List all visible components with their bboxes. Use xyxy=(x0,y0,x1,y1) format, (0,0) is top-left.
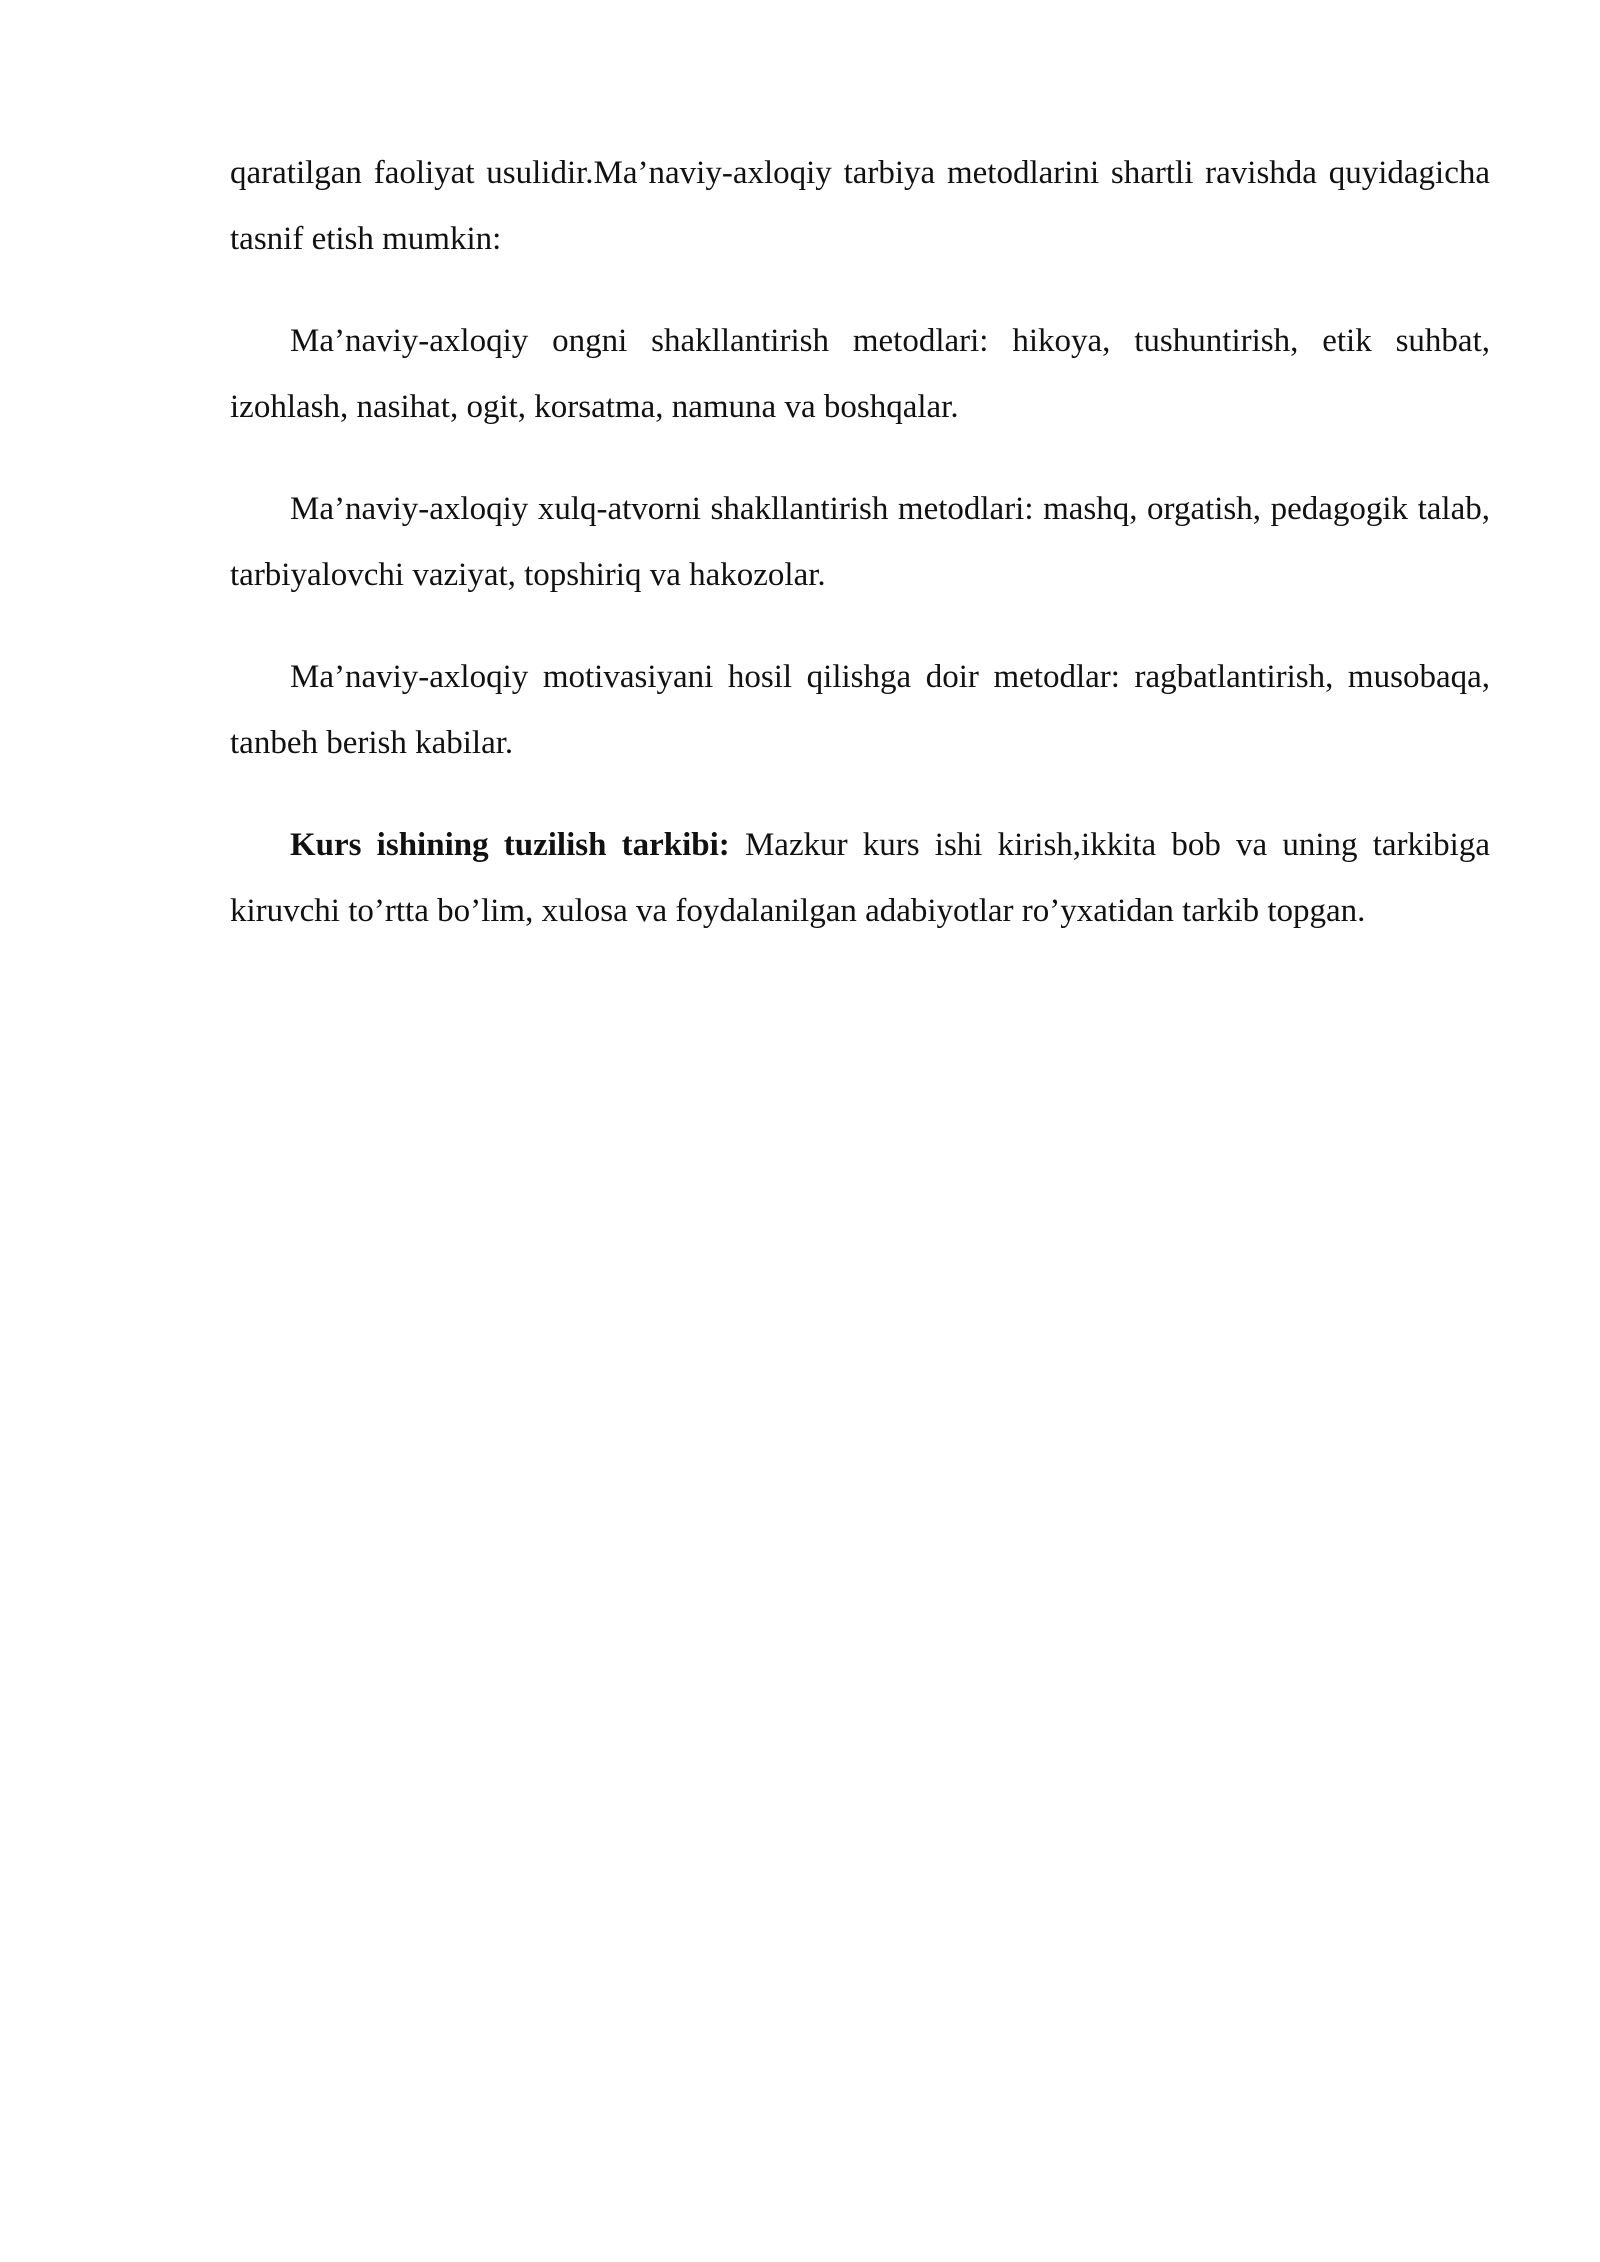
paragraph-bold-lead: Kurs ishining tuzilish tarkibi: xyxy=(290,827,730,863)
paragraph-text: Mazkur kurs ishi kirish,ikkita bob va uning tarkibiga kiruvchi to’rtta bo’lim, xulosa va foydalanilgan adabiyotlar ro’yxatidan tarkib topgan. xyxy=(230,827,1490,929)
paragraph-text: Ma’naviy-axloqiy xulq-atvorni shakllantirish metodlari: mashq, orgatish, pedagogik talab, tarbiyalovchi vaziyat, topshiriq va hakozolar. xyxy=(230,491,1490,593)
paragraph-text: Ma’naviy-axloqiy ongni shakllantirish metodlari: hikoya, tushuntirish, etik suhbat, izohlash, nasihat, ogit, korsatma, namuna va boshqalar. xyxy=(230,323,1490,425)
paragraph-text: qaratilgan faoliyat usulidir.Ma’naviy-axloqiy tarbiya metodlarini shartli ravishda quyidagicha tasnif etish mumkin: xyxy=(230,155,1490,257)
paragraph-course-structure xyxy=(230,812,1490,944)
paragraph-text: Ma’naviy-axloqiy motivasiyani hosil qilishga doir metodlar: ragbatlantirish, musobaqa, tanbeh berish kabilar. xyxy=(230,659,1490,761)
paragraph-intro xyxy=(230,140,1490,272)
paragraph-behavior-methods xyxy=(230,476,1490,608)
paragraph-consciousness-methods xyxy=(230,308,1490,440)
paragraph-motivation-methods xyxy=(230,644,1490,776)
document-body xyxy=(230,140,1490,980)
